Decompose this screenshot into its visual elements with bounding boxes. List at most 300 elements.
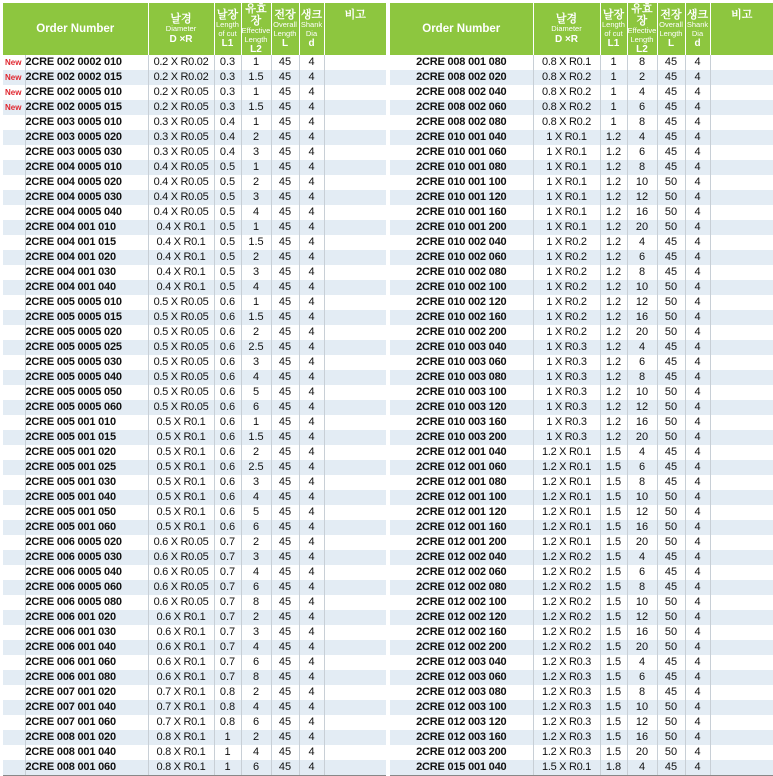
order-number-cell: 2CRE 010 001 100 (416, 176, 507, 188)
table-row (390, 505, 773, 520)
table-row (390, 85, 773, 100)
order-number-cell: 2CRE 005 0005 040 (25, 370, 148, 385)
table-row (390, 145, 773, 160)
diameter-cell: 0.5 X R0.05 (148, 340, 214, 355)
shank-dia-cell: 4 (685, 730, 710, 745)
note-cell (324, 145, 386, 160)
overall-length-cell: 45 (657, 70, 685, 85)
table-row (390, 625, 773, 640)
order-number-cell: 2CRE 008 001 020 (25, 730, 148, 745)
length-of-cut-cell: 0.7 (214, 640, 241, 655)
length-of-cut-cell: 0.5 (214, 190, 241, 205)
length-of-cut-cell: 1.5 (600, 745, 627, 760)
effective-length-cell: 6 (241, 580, 271, 595)
table-row (3, 325, 386, 340)
effective-length-cell: 12 (627, 715, 657, 730)
diameter-cell: 1 X R0.1 (533, 145, 600, 160)
table-row (3, 265, 386, 280)
order-number-cell: 2CRE 006 001 020 (25, 610, 148, 625)
note-cell (324, 385, 386, 400)
new-badge (3, 700, 25, 715)
header-note: 비고 (324, 3, 386, 55)
effective-length-cell: 4 (241, 700, 271, 715)
order-number-cell: 2CRE 008 002 080 (416, 116, 507, 128)
note-cell (324, 475, 386, 490)
effective-length-cell: 20 (627, 220, 657, 235)
overall-length-cell: 45 (657, 355, 685, 370)
diameter-cell: 1 X R0.2 (533, 265, 600, 280)
length-of-cut-cell: 0.6 (214, 325, 241, 340)
diameter-cell: 1 X R0.3 (533, 430, 600, 445)
diameter-cell: 1.2 X R0.1 (533, 535, 600, 550)
shank-dia-cell: 4 (685, 355, 710, 370)
effective-length-cell: 1 (241, 295, 271, 310)
table-row (390, 280, 773, 295)
note-cell (324, 220, 386, 235)
shank-dia-cell: 4 (299, 130, 324, 145)
table-row (3, 565, 386, 580)
effective-length-cell: 4 (241, 745, 271, 760)
length-of-cut-cell: 0.6 (214, 505, 241, 520)
shank-dia-cell: 4 (685, 175, 710, 190)
shank-dia-cell: 4 (685, 475, 710, 490)
new-badge (3, 250, 25, 265)
diameter-cell: 0.4 X R0.1 (148, 265, 214, 280)
overall-length-cell: 45 (657, 130, 685, 145)
table-row (390, 745, 773, 760)
table-row (390, 565, 773, 580)
shank-dia-cell: 4 (685, 445, 710, 460)
overall-length-cell: 45 (271, 760, 299, 776)
new-badge: New (3, 100, 25, 115)
order-number-cell: 2CRE 004 0005 020 (25, 175, 148, 190)
order-number-cell: 2CRE 007 001 020 (25, 685, 148, 700)
overall-length-cell: 45 (271, 520, 299, 535)
new-badge (3, 535, 25, 550)
shank-dia-cell: 4 (299, 715, 324, 730)
table-row (390, 595, 773, 610)
overall-length-cell: 45 (271, 130, 299, 145)
shank-dia-cell: 4 (685, 715, 710, 730)
table-row (390, 325, 773, 340)
length-of-cut-cell: 1.5 (600, 535, 627, 550)
shank-dia-cell: 4 (685, 535, 710, 550)
note-cell (710, 460, 773, 475)
note-cell (324, 55, 386, 70)
shank-dia-cell: 4 (299, 55, 324, 70)
effective-length-cell: 3 (241, 190, 271, 205)
effective-length-cell: 8 (627, 265, 657, 280)
shank-dia-cell: 4 (685, 340, 710, 355)
effective-length-cell: 4 (627, 130, 657, 145)
order-number-cell: 2CRE 010 003 040 (390, 340, 533, 355)
shank-dia-cell: 4 (299, 595, 324, 610)
order-number-cell: 2CRE 005 0005 025 (25, 340, 148, 355)
diameter-cell: 0.5 X R0.05 (148, 310, 214, 325)
diameter-cell: 0.7 X R0.1 (148, 685, 214, 700)
new-badge (3, 175, 25, 190)
shank-dia-cell: 4 (685, 430, 710, 445)
note-cell (710, 625, 773, 640)
order-number-cell: 2CRE 007 001 040 (25, 700, 148, 715)
length-of-cut-cell: 0.7 (214, 535, 241, 550)
length-of-cut-cell: 0.7 (214, 595, 241, 610)
overall-length-cell: 45 (271, 235, 299, 250)
note-cell (710, 400, 773, 415)
overall-length-cell: 50 (657, 520, 685, 535)
effective-length-cell: 16 (627, 415, 657, 430)
diameter-cell: 1.2 X R0.2 (533, 595, 600, 610)
note-cell (324, 370, 386, 385)
overall-length-cell: 45 (271, 565, 299, 580)
diameter-cell: 0.6 X R0.1 (148, 670, 214, 685)
note-cell (324, 655, 386, 670)
header-shank-dia: 생크 Shank Dia d (685, 3, 710, 55)
table-row (3, 160, 386, 175)
order-number-cell: 2CRE 010 003 200 (390, 430, 533, 445)
effective-length-cell: 2 (627, 70, 657, 85)
diameter-cell: 0.8 X R0.2 (533, 85, 600, 100)
new-badge (3, 565, 25, 580)
note-cell (710, 535, 773, 550)
shank-dia-cell: 4 (299, 535, 324, 550)
header-order-number: Order Number (390, 3, 533, 55)
order-number-cell: 2CRE 006 0005 030 (25, 550, 148, 565)
table-row (3, 490, 386, 505)
effective-length-cell: 6 (627, 100, 657, 115)
order-number-cell: 2CRE 004 0005 040 (25, 205, 148, 220)
header-effective-length: 유효장 Effective Length L2 (241, 3, 271, 55)
shank-dia-cell: 4 (685, 70, 710, 85)
overall-length-cell: 45 (271, 745, 299, 760)
note-cell (324, 265, 386, 280)
shank-dia-cell: 4 (299, 160, 324, 175)
diameter-cell: 0.5 X R0.1 (148, 475, 214, 490)
diameter-cell: 1.2 X R0.3 (533, 745, 600, 760)
note-cell (710, 415, 773, 430)
effective-length-cell: 1.5 (241, 100, 271, 115)
order-number-cell: 2CRE 004 001 040 (25, 280, 148, 295)
order-number-cell: 2CRE 012 001 060 (390, 460, 533, 475)
order-number-cell: 2CRE 012 002 040 (390, 550, 533, 565)
diameter-cell: 0.5 X R0.1 (148, 505, 214, 520)
effective-length-cell: 10 (627, 175, 657, 190)
overall-length-cell: 50 (657, 595, 685, 610)
diameter-cell: 0.5 X R0.05 (148, 370, 214, 385)
table-row (3, 610, 386, 625)
order-number-cell: 2CRE 005 001 060 (25, 520, 148, 535)
effective-length-cell: 3 (241, 475, 271, 490)
length-of-cut-cell: 1.2 (600, 370, 627, 385)
length-of-cut-cell: 1.2 (600, 130, 627, 145)
note-cell (324, 550, 386, 565)
table-row (390, 730, 773, 745)
overall-length-cell: 45 (271, 205, 299, 220)
table-row (390, 610, 773, 625)
effective-length-cell: 20 (627, 430, 657, 445)
overall-length-cell: 45 (657, 115, 685, 130)
shank-dia-cell: 4 (685, 310, 710, 325)
diameter-cell: 1.2 X R0.3 (533, 655, 600, 670)
length-of-cut-cell: 1 (600, 85, 627, 100)
shank-dia-cell: 4 (299, 700, 324, 715)
table-row (390, 205, 773, 220)
header-diameter: 날경 Diameter D ×R (533, 3, 600, 55)
diameter-cell: 0.6 X R0.05 (148, 580, 214, 595)
shank-dia-cell: 4 (299, 670, 324, 685)
table-row (390, 535, 773, 550)
order-number-cell: 2CRE 012 003 160 (390, 730, 533, 745)
order-number-cell: 2CRE 008 001 060 (25, 760, 148, 776)
length-of-cut-cell: 0.7 (214, 580, 241, 595)
effective-length-cell: 6 (627, 670, 657, 685)
table-row (390, 760, 773, 776)
table-row (3, 340, 386, 355)
length-of-cut-cell: 0.3 (214, 100, 241, 115)
overall-length-cell: 45 (271, 190, 299, 205)
shank-dia-cell: 4 (299, 250, 324, 265)
length-of-cut-cell: 0.5 (214, 205, 241, 220)
effective-length-cell: 8 (627, 370, 657, 385)
note-cell (710, 355, 773, 370)
shank-dia-cell: 4 (299, 490, 324, 505)
shank-dia-cell: 4 (299, 400, 324, 415)
order-number-cell: 2CRE 010 002 120 (416, 296, 507, 308)
diameter-cell: 0.5 X R0.05 (148, 400, 214, 415)
table-row (3, 175, 386, 190)
diameter-cell: 0.6 X R0.05 (148, 535, 214, 550)
new-badge (3, 730, 25, 745)
overall-length-cell: 45 (657, 250, 685, 265)
shank-dia-cell: 4 (299, 85, 324, 100)
note-cell (710, 325, 773, 340)
effective-length-cell: 2 (241, 130, 271, 145)
shank-dia-cell: 4 (685, 280, 710, 295)
overall-length-cell: 45 (271, 610, 299, 625)
length-of-cut-cell: 1.2 (600, 325, 627, 340)
length-of-cut-cell: 1.5 (600, 490, 627, 505)
effective-length-cell: 12 (627, 505, 657, 520)
length-of-cut-cell: 1.2 (600, 145, 627, 160)
header-length-of-cut: 날장 Length of cut L1 (214, 3, 241, 55)
overall-length-cell: 45 (657, 550, 685, 565)
table-row (3, 535, 386, 550)
note-cell (324, 520, 386, 535)
order-number-cell: 2CRE 010 002 060 (390, 250, 533, 265)
overall-length-cell: 45 (271, 685, 299, 700)
length-of-cut-cell: 0.6 (214, 385, 241, 400)
order-number-cell: 2CRE 006 0005 020 (25, 535, 148, 550)
table-row (390, 265, 773, 280)
new-badge (3, 760, 25, 776)
effective-length-cell: 1 (241, 55, 271, 70)
shank-dia-cell: 4 (299, 385, 324, 400)
length-of-cut-cell: 0.6 (214, 340, 241, 355)
note-cell (710, 520, 773, 535)
effective-length-cell: 6 (627, 145, 657, 160)
effective-length-cell: 5 (241, 505, 271, 520)
table-row (3, 745, 386, 760)
order-number-cell: 2CRE 012 003 200 (416, 746, 507, 758)
shank-dia-cell: 4 (685, 700, 710, 715)
order-number-cell: 2CRE 010 003 100 (416, 386, 507, 398)
order-number-cell: 2CRE 010 002 160 (390, 310, 533, 325)
diameter-cell: 0.5 X R0.1 (148, 520, 214, 535)
note-cell (710, 265, 773, 280)
diameter-cell: 0.4 X R0.1 (148, 280, 214, 295)
note-cell (324, 250, 386, 265)
length-of-cut-cell: 0.7 (214, 655, 241, 670)
diameter-cell: 0.4 X R0.1 (148, 220, 214, 235)
new-badge (3, 475, 25, 490)
length-of-cut-cell: 1.5 (600, 700, 627, 715)
table-row (3, 640, 386, 655)
shank-dia-cell: 4 (299, 295, 324, 310)
length-of-cut-cell: 1 (214, 745, 241, 760)
overall-length-cell: 50 (657, 490, 685, 505)
length-of-cut-cell: 0.6 (214, 430, 241, 445)
order-number-cell: 2CRE 010 001 120 (390, 190, 533, 205)
order-number-cell: 2CRE 005 0005 050 (25, 385, 148, 400)
overall-length-cell: 45 (657, 685, 685, 700)
diameter-cell: 1 X R0.2 (533, 280, 600, 295)
shank-dia-cell: 4 (299, 190, 324, 205)
shank-dia-cell: 4 (299, 205, 324, 220)
diameter-cell: 0.5 X R0.05 (148, 355, 214, 370)
table-row (3, 595, 386, 610)
effective-length-cell: 4 (241, 490, 271, 505)
new-badge (3, 520, 25, 535)
overall-length-cell: 45 (271, 535, 299, 550)
shank-dia-cell: 4 (299, 415, 324, 430)
shank-dia-cell: 4 (685, 520, 710, 535)
note-cell (710, 115, 773, 130)
shank-dia-cell: 4 (685, 115, 710, 130)
shank-dia-cell: 4 (685, 565, 710, 580)
new-badge (3, 295, 25, 310)
table-row (3, 655, 386, 670)
diameter-cell: 0.4 X R0.05 (148, 160, 214, 175)
diameter-cell: 1 X R0.2 (533, 250, 600, 265)
effective-length-cell: 4 (627, 760, 657, 776)
diameter-cell: 1 X R0.3 (533, 370, 600, 385)
note-cell (324, 70, 386, 85)
note-cell (710, 700, 773, 715)
header-order-number: Order Number (3, 3, 148, 55)
table-row (3, 625, 386, 640)
diameter-cell: 1.2 X R0.2 (533, 610, 600, 625)
overall-length-cell: 50 (657, 535, 685, 550)
table-row (3, 685, 386, 700)
order-number-cell: 2CRE 012 001 160 (390, 520, 533, 535)
effective-length-cell: 10 (627, 280, 657, 295)
table-row (390, 220, 773, 235)
table-row (390, 685, 773, 700)
new-badge (3, 715, 25, 730)
effective-length-cell: 6 (241, 655, 271, 670)
length-of-cut-cell: 1.2 (600, 190, 627, 205)
table-row (390, 430, 773, 445)
order-number-cell: 2CRE 012 002 080 (390, 580, 533, 595)
length-of-cut-cell: 0.7 (214, 565, 241, 580)
length-of-cut-cell: 0.4 (214, 145, 241, 160)
length-of-cut-cell: 0.5 (214, 220, 241, 235)
effective-length-cell: 1.5 (241, 235, 271, 250)
effective-length-cell: 20 (627, 745, 657, 760)
diameter-cell: 1 X R0.2 (533, 325, 600, 340)
table-row (3, 55, 386, 70)
order-number-cell: 2CRE 010 001 040 (390, 130, 533, 145)
shank-dia-cell: 4 (299, 100, 324, 115)
diameter-cell: 0.4 X R0.05 (148, 205, 214, 220)
length-of-cut-cell: 1 (600, 55, 627, 70)
table-row (390, 190, 773, 205)
effective-length-cell: 3 (241, 265, 271, 280)
effective-length-cell: 5 (241, 385, 271, 400)
new-badge (3, 385, 25, 400)
table-row (390, 415, 773, 430)
table-row (390, 490, 773, 505)
effective-length-cell: 4 (627, 445, 657, 460)
diameter-cell: 1.2 X R0.2 (533, 640, 600, 655)
overall-length-cell: 45 (657, 55, 685, 70)
note-cell (710, 430, 773, 445)
length-of-cut-cell: 0.6 (214, 370, 241, 385)
diameter-cell: 0.6 X R0.05 (148, 550, 214, 565)
order-number-cell: 2CRE 002 0002 010 (25, 55, 148, 70)
length-of-cut-cell: 1.2 (600, 340, 627, 355)
overall-length-cell: 45 (271, 400, 299, 415)
diameter-cell: 0.4 X R0.1 (148, 235, 214, 250)
order-number-cell: 2CRE 005 001 050 (25, 505, 148, 520)
note-cell (710, 175, 773, 190)
length-of-cut-cell: 1 (214, 730, 241, 745)
diameter-cell: 0.6 X R0.1 (148, 640, 214, 655)
overall-length-cell: 45 (271, 370, 299, 385)
effective-length-cell: 4 (627, 340, 657, 355)
table-row (3, 280, 386, 295)
order-number-cell: 2CRE 002 0002 015 (25, 70, 148, 85)
overall-length-cell: 50 (657, 295, 685, 310)
order-number-cell: 2CRE 015 001 040 (390, 760, 533, 776)
order-number-cell: 2CRE 012 001 200 (416, 536, 507, 548)
new-badge (3, 445, 25, 460)
effective-length-cell: 1.5 (241, 430, 271, 445)
table-row (390, 235, 773, 250)
diameter-cell: 1 X R0.3 (533, 400, 600, 415)
new-badge (3, 400, 25, 415)
effective-length-cell: 4 (627, 550, 657, 565)
order-number-cell: 2CRE 012 001 040 (416, 446, 507, 458)
effective-length-cell: 3 (241, 145, 271, 160)
table-row (3, 715, 386, 730)
table-row (3, 730, 386, 745)
effective-length-cell: 2 (241, 535, 271, 550)
overall-length-cell: 45 (271, 430, 299, 445)
effective-length-cell: 6 (627, 565, 657, 580)
diameter-cell: 1 X R0.2 (533, 295, 600, 310)
diameter-cell: 0.8 X R0.1 (533, 55, 600, 70)
note-cell (710, 370, 773, 385)
shank-dia-cell: 4 (685, 235, 710, 250)
table-row (3, 400, 386, 415)
overall-length-cell: 50 (657, 205, 685, 220)
diameter-cell: 0.8 X R0.1 (148, 730, 214, 745)
table-row (3, 445, 386, 460)
order-number-cell: 2CRE 005 001 020 (25, 445, 148, 460)
overall-length-cell: 45 (657, 580, 685, 595)
order-number-cell: 2CRE 006 001 060 (25, 655, 148, 670)
